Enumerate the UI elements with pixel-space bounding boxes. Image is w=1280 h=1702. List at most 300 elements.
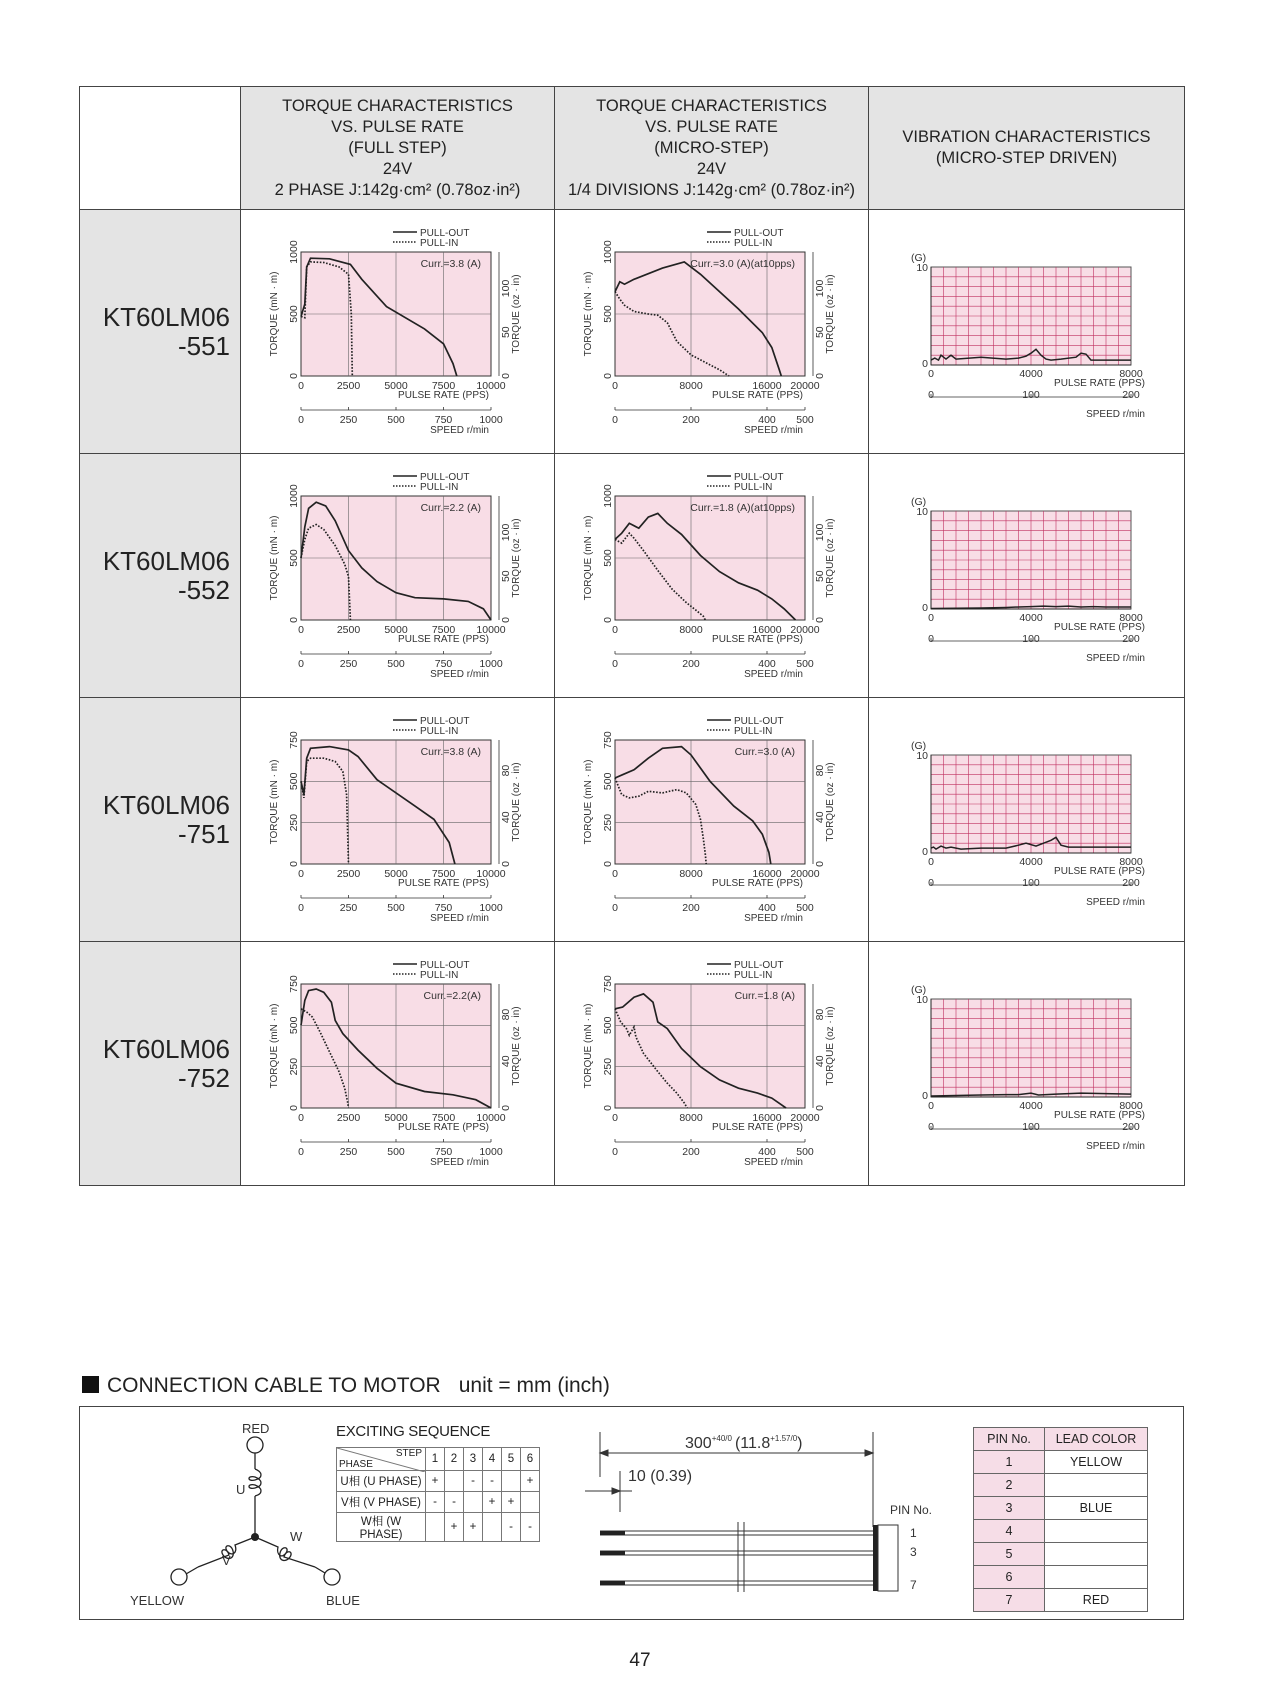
- header-line: TORQUE CHARACTERISTICS: [282, 96, 513, 115]
- speed-tick-label: 200: [682, 414, 700, 426]
- phase-value: +: [521, 1471, 540, 1492]
- x-tick-label: 0: [612, 868, 618, 880]
- speed-tick-label: 200: [682, 902, 700, 914]
- vib-x-axis-title: PULSE RATE (PPS): [1054, 622, 1145, 633]
- header-line: (FULL STEP): [348, 138, 447, 157]
- vib-speed-tick-label: 0: [928, 389, 934, 401]
- legend-pull-out: PULL-OUT: [734, 228, 784, 239]
- pin-mark: 1: [910, 1526, 917, 1540]
- y-tick-label: 1000: [602, 484, 614, 508]
- speed-tick-label: 500: [796, 1146, 814, 1158]
- legend-pull-in: PULL-IN: [734, 726, 773, 737]
- y-tick-label: 0: [602, 861, 614, 867]
- step-phase-header: [337, 1448, 426, 1471]
- header-line: (MICRO-STEP): [654, 138, 769, 157]
- legend-pull-in: PULL-IN: [734, 482, 773, 493]
- oz-tick-label: 50: [814, 570, 826, 583]
- x-tick-label: 20000: [790, 380, 820, 392]
- oz-tick-label: 50: [500, 326, 512, 339]
- phase-value: +: [464, 1513, 483, 1542]
- vib-x-tick-label: 0: [928, 368, 934, 380]
- oz-tick-label: 100: [500, 279, 512, 298]
- full-step-chart-cell: [241, 942, 555, 1186]
- oz-tick-label: 50: [814, 326, 826, 339]
- phase-value: [521, 1492, 540, 1513]
- oz-tick-label: 0: [500, 1105, 512, 1111]
- pin-row: [974, 1520, 1148, 1543]
- phase-value: -: [464, 1471, 483, 1492]
- speed-tick-label: 750: [434, 658, 453, 670]
- header-micro-step: [555, 87, 869, 210]
- speed-tick-label: 500: [796, 414, 814, 426]
- x-tick-label: 10000: [476, 868, 506, 880]
- x-tick-label: 5000: [384, 624, 408, 636]
- oz-tick-label: 0: [500, 373, 512, 379]
- x-axis-title: PULSE RATE (PPS): [398, 878, 489, 889]
- y-tick-label: 500: [288, 549, 300, 567]
- oz-tick-label: 100: [814, 523, 826, 542]
- oz-tick-label: 0: [814, 373, 826, 379]
- step-header: 1: [426, 1448, 445, 1471]
- vib-unit-label: (G): [911, 984, 927, 996]
- x-tick-label: 0: [612, 380, 618, 392]
- micro-step-chart-cell: [555, 942, 869, 1186]
- y-tick-label: 250: [602, 813, 614, 832]
- y-tick-label: 500: [288, 772, 300, 791]
- current-label: Curr.=3.8 (A): [420, 258, 481, 270]
- vib-unit-label: (G): [911, 252, 927, 264]
- y-tick-label: 750: [288, 731, 300, 749]
- wire-tip: [600, 1551, 625, 1555]
- exciting-sequence-title: EXCITING SEQUENCE: [336, 1423, 491, 1440]
- y-tick-label: 750: [288, 975, 300, 993]
- torque-chart-full-step: [241, 454, 554, 697]
- oz-axis-title: TORQUE (oz · in): [511, 274, 522, 354]
- wire-tip: [600, 1531, 625, 1535]
- header-line: 2 PHASE J:142g·cm² (0.78oz·in²): [274, 180, 521, 199]
- phase-value: -: [521, 1513, 540, 1542]
- vib-x-tick-label: 8000: [1119, 368, 1143, 380]
- pin-number: 7: [974, 1589, 1045, 1612]
- pin-number: 2: [974, 1474, 1045, 1497]
- phase-row: [337, 1513, 540, 1542]
- vibration-chart-cell: [869, 698, 1185, 942]
- speed-tick-label: 500: [387, 902, 405, 914]
- phase-value: -: [483, 1471, 502, 1492]
- x-axis-title: PULSE RATE (PPS): [712, 878, 803, 889]
- model-line: KT60LM06: [102, 545, 230, 576]
- model-line: KT60LM06: [102, 301, 230, 332]
- length-main: $300^{+40/0}$ $(11.8^{+1.57/0})$: [685, 1434, 803, 1452]
- connector-body: [878, 1525, 898, 1591]
- lead-color-header: LEAD COLOR: [1045, 1428, 1148, 1451]
- x-tick-label: 16000: [752, 868, 782, 880]
- vib-speed-tick-label: 100: [1022, 877, 1040, 889]
- x-axis-title: PULSE RATE (PPS): [712, 634, 803, 645]
- oz-axis-title: TORQUE (oz · in): [511, 1006, 522, 1086]
- micro-step-chart-cell: [555, 698, 869, 942]
- torque-chart-micro-step: [555, 210, 868, 453]
- x-tick-label: 20000: [790, 1112, 820, 1124]
- u-coil-icon: [249, 1469, 261, 1496]
- header-line: (MICRO-STEP DRIVEN): [935, 149, 1118, 167]
- torque-chart-full-step: [241, 942, 554, 1185]
- x-axis-title: PULSE RATE (PPS): [712, 1122, 803, 1133]
- current-label: Curr.=2.2 (A): [420, 502, 481, 514]
- micro-step-chart-cell: [555, 454, 869, 698]
- legend-pull-in: PULL-IN: [420, 970, 459, 981]
- exciting-sequence-table: [336, 1447, 540, 1542]
- current-label: Curr.=3.0 (A)(at10pps): [690, 258, 795, 270]
- phase-value: -: [445, 1492, 464, 1513]
- vib-speed-tick-label: 200: [1122, 1121, 1140, 1133]
- y-tick-label: 500: [288, 305, 300, 323]
- x-tick-label: 5000: [384, 1112, 408, 1124]
- oz-tick-label: 80: [814, 1008, 826, 1021]
- model-line: -752: [177, 1062, 230, 1093]
- vib-speed-tick-label: 0: [928, 1121, 934, 1133]
- phase-name: W相 (W PHASE): [337, 1513, 426, 1542]
- vib-speed-tick-label: 100: [1022, 1121, 1040, 1133]
- vib-y-tick-label: 0: [922, 1090, 928, 1102]
- lead-color: RED: [1045, 1589, 1148, 1612]
- speed-tick-label: 200: [682, 1146, 700, 1158]
- x-tick-label: 8000: [679, 380, 703, 392]
- vib-y-tick-label: 10: [916, 750, 928, 762]
- torque-chart-micro-step: [555, 454, 868, 697]
- u-label: U: [236, 1482, 246, 1497]
- pin-row: [974, 1497, 1148, 1520]
- oz-axis-title: TORQUE (oz · in): [825, 1006, 836, 1086]
- w-label: W: [290, 1529, 303, 1544]
- header-full-step: [241, 87, 555, 210]
- model-line: -551: [177, 330, 230, 361]
- current-label: Curr.=3.0 (A): [734, 746, 795, 758]
- speed-tick-label: 500: [387, 658, 405, 670]
- vib-speed-axis-title: SPEED r/min: [1086, 409, 1145, 420]
- pin-row: [974, 1543, 1148, 1566]
- header-line: 1/4 DIVISIONS J:142g·cm² (0.78oz·in²): [567, 180, 855, 199]
- torque-chart-micro-step: [555, 698, 868, 941]
- vibration-chart: [869, 210, 1184, 453]
- red-terminal-icon: [247, 1437, 263, 1453]
- y-axis-title: TORQUE (mN · m): [583, 759, 594, 845]
- oz-tick-label: 0: [814, 617, 826, 623]
- phase-value: [483, 1513, 502, 1542]
- torque-chart-full-step: [241, 698, 554, 941]
- header-vibration: [869, 87, 1185, 210]
- x-tick-label: 0: [612, 624, 618, 636]
- speed-tick-label: 500: [387, 1146, 405, 1158]
- speed-axis-title: SPEED r/min: [430, 913, 489, 924]
- y-tick-label: 0: [288, 373, 300, 379]
- oz-tick-label: 0: [500, 861, 512, 867]
- phase-row: [337, 1492, 540, 1513]
- legend-pull-in: PULL-IN: [734, 970, 773, 981]
- header-line: VS. PULSE RATE: [331, 117, 464, 136]
- phase-value: -: [426, 1492, 445, 1513]
- vib-x-tick-label: 8000: [1119, 1100, 1143, 1112]
- connection-diagram-box: [79, 1406, 1184, 1620]
- vib-speed-tick-label: 200: [1122, 389, 1140, 401]
- x-tick-label: 16000: [752, 380, 782, 392]
- speed-tick-label: 0: [612, 414, 618, 426]
- motor-winding-schematic: [171, 1437, 340, 1585]
- y-tick-label: 750: [602, 731, 614, 749]
- oz-tick-label: 100: [814, 279, 826, 298]
- y-tick-label: 500: [288, 1016, 300, 1035]
- speed-axis-title: SPEED r/min: [430, 425, 489, 436]
- vibration-chart-cell: [869, 942, 1185, 1186]
- vib-speed-tick-label: 200: [1122, 877, 1140, 889]
- model-name: [80, 698, 241, 942]
- vib-unit-label: (G): [911, 496, 927, 508]
- x-tick-label: 0: [612, 1112, 618, 1124]
- blue-terminal-icon: [324, 1569, 340, 1585]
- speed-tick-label: 1000: [479, 414, 503, 426]
- torque-chart-full-step: [241, 210, 554, 453]
- y-tick-label: 500: [602, 549, 614, 567]
- vib-y-tick-label: 0: [922, 846, 928, 858]
- phase-value: +: [426, 1471, 445, 1492]
- vibration-chart-cell: [869, 454, 1185, 698]
- vibration-chart: [869, 698, 1184, 941]
- oz-tick-label: 40: [814, 1055, 826, 1068]
- x-tick-label: 5000: [384, 868, 408, 880]
- characteristics-table: [79, 86, 1185, 1186]
- oz-tick-label: 100: [500, 523, 512, 542]
- full-step-chart-cell: [241, 210, 555, 454]
- phase-row: [337, 1471, 540, 1492]
- vib-speed-axis-title: SPEED r/min: [1086, 653, 1145, 664]
- pin-row: [974, 1589, 1148, 1612]
- phase-name: U相 (U PHASE): [337, 1471, 426, 1492]
- speed-axis-title: SPEED r/min: [744, 669, 803, 680]
- vib-x-tick-label: 8000: [1119, 612, 1143, 624]
- phase-name: V相 (V PHASE): [337, 1492, 426, 1513]
- y-tick-label: 0: [288, 617, 300, 623]
- connector-housing: [873, 1525, 878, 1591]
- x-tick-label: 0: [298, 868, 304, 880]
- vib-speed-tick-label: 100: [1022, 633, 1040, 645]
- step-label: STEP: [395, 1448, 422, 1459]
- y-tick-label: 0: [288, 1105, 300, 1111]
- model-line: KT60LM06: [102, 1033, 230, 1064]
- x-axis-title: PULSE RATE (PPS): [398, 1122, 489, 1133]
- y-tick-label: 0: [602, 373, 614, 379]
- x-tick-label: 10000: [476, 624, 506, 636]
- x-tick-label: 8000: [679, 624, 703, 636]
- speed-tick-label: 750: [434, 1146, 453, 1158]
- vib-speed-tick-label: 200: [1122, 633, 1140, 645]
- wire-tip: [600, 1581, 625, 1585]
- legend-pull-in: PULL-IN: [734, 238, 773, 249]
- pin-no-header: PIN No.: [974, 1428, 1045, 1451]
- speed-tick-label: 0: [298, 658, 304, 670]
- speed-tick-label: 0: [612, 1146, 618, 1158]
- y-axis-title: TORQUE (mN · m): [583, 271, 594, 357]
- step-header: 3: [464, 1448, 483, 1471]
- phase-value: +: [445, 1513, 464, 1542]
- step-header: 4: [483, 1448, 502, 1471]
- cable-drawing: [585, 1432, 873, 1592]
- pin-number: 5: [974, 1543, 1045, 1566]
- legend-pull-out: PULL-OUT: [734, 472, 784, 483]
- vib-x-tick-label: 4000: [1019, 368, 1043, 380]
- vib-speed-axis-title: SPEED r/min: [1086, 1141, 1145, 1152]
- header-row: [80, 87, 1185, 210]
- y-tick-label: 500: [602, 305, 614, 323]
- y-tick-label: 500: [602, 772, 614, 791]
- current-label: Curr.=1.8 (A)(at10pps): [690, 502, 795, 514]
- y-tick-label: 1000: [602, 240, 614, 264]
- model-line: -552: [177, 574, 230, 605]
- vib-x-axis-title: PULSE RATE (PPS): [1054, 1110, 1145, 1121]
- x-axis-title: PULSE RATE (PPS): [398, 390, 489, 401]
- speed-tick-label: 500: [796, 902, 814, 914]
- connection-title-text: CONNECTION CABLE TO MOTOR: [107, 1374, 441, 1397]
- page-number: 47: [629, 1650, 651, 1671]
- x-tick-label: 2500: [336, 624, 361, 636]
- x-tick-label: 8000: [679, 868, 703, 880]
- vib-speed-tick-label: 100: [1022, 389, 1040, 401]
- vib-y-tick-label: 10: [916, 506, 928, 518]
- lead-color: [1045, 1474, 1148, 1497]
- speed-tick-label: 400: [758, 902, 776, 914]
- vib-speed-tick-label: 0: [928, 877, 934, 889]
- phase-value: [464, 1492, 483, 1513]
- oz-tick-label: 40: [500, 811, 512, 824]
- phase-value: -: [502, 1513, 521, 1542]
- connection-section-title: [82, 1373, 610, 1399]
- current-label: Curr.=1.8 (A): [734, 990, 795, 1002]
- lead-color: [1045, 1520, 1148, 1543]
- vibration-chart-cell: [869, 210, 1185, 454]
- model-line: -751: [177, 818, 230, 849]
- vib-unit-label: (G): [911, 740, 927, 752]
- legend-pull-out: PULL-OUT: [420, 228, 470, 239]
- x-tick-label: 0: [298, 1112, 304, 1124]
- corner-cell: [80, 87, 241, 210]
- lead-color: BLUE: [1045, 1497, 1148, 1520]
- pin-lead-color-table: [973, 1427, 1148, 1612]
- x-axis-title: PULSE RATE (PPS): [712, 390, 803, 401]
- pin-no-label: PIN No.: [890, 1503, 933, 1517]
- vib-speed-tick-label: 0: [928, 633, 934, 645]
- oz-tick-label: 0: [500, 617, 512, 623]
- speed-tick-label: 400: [758, 1146, 776, 1158]
- x-tick-label: 20000: [790, 624, 820, 636]
- x-tick-label: 0: [298, 380, 304, 392]
- speed-tick-label: 200: [682, 658, 700, 670]
- legend-pull-in: PULL-IN: [420, 482, 459, 493]
- phase-value: [445, 1471, 464, 1492]
- y-tick-label: 250: [288, 1057, 300, 1076]
- x-tick-label: 10000: [476, 380, 506, 392]
- speed-tick-label: 0: [612, 658, 618, 670]
- model-line: KT60LM06: [102, 789, 230, 820]
- model-row: [80, 210, 1185, 454]
- header-line: 24V: [696, 159, 727, 178]
- vib-x-axis-title: PULSE RATE (PPS): [1054, 866, 1145, 877]
- y-tick-label: 0: [288, 861, 300, 867]
- step-header: 5: [502, 1448, 521, 1471]
- oz-tick-label: 80: [500, 1008, 512, 1021]
- oz-tick-label: 80: [814, 764, 826, 777]
- speed-tick-label: 500: [387, 414, 405, 426]
- x-tick-label: 7500: [431, 868, 456, 880]
- y-tick-label: 250: [288, 813, 300, 832]
- phase-value: [502, 1471, 521, 1492]
- y-tick-label: 500: [602, 1016, 614, 1035]
- x-tick-label: 16000: [752, 624, 782, 636]
- micro-step-chart-cell: [555, 210, 869, 454]
- legend-pull-out: PULL-OUT: [734, 960, 784, 971]
- oz-axis-title: TORQUE (oz · in): [825, 274, 836, 354]
- y-tick-label: 1000: [288, 240, 300, 264]
- vib-speed-axis-title: SPEED r/min: [1086, 897, 1145, 908]
- speed-tick-label: 250: [339, 902, 358, 914]
- legend-pull-out: PULL-OUT: [420, 472, 470, 483]
- yellow-label: YELLOW: [130, 1593, 185, 1608]
- model-name: [80, 210, 241, 454]
- model-row: [80, 454, 1185, 698]
- oz-tick-label: 0: [814, 1105, 826, 1111]
- pin-row: [974, 1451, 1148, 1474]
- plot-area: [615, 984, 805, 1108]
- step-header: 2: [445, 1448, 464, 1471]
- header-line: VS. PULSE RATE: [645, 117, 778, 136]
- speed-tick-label: 1000: [479, 1146, 503, 1158]
- y-axis-title: TORQUE (mN · m): [269, 515, 280, 601]
- model-row: [80, 698, 1185, 942]
- pin-number: 6: [974, 1566, 1045, 1589]
- y-tick-label: 0: [602, 1105, 614, 1111]
- phase-label: PHASE: [339, 1459, 373, 1470]
- x-tick-label: 0: [298, 624, 304, 636]
- speed-tick-label: 500: [796, 658, 814, 670]
- pin-row: [974, 1474, 1148, 1497]
- y-tick-label: 0: [602, 617, 614, 623]
- speed-axis-title: SPEED r/min: [744, 913, 803, 924]
- model-row: [80, 942, 1185, 1186]
- y-axis-title: TORQUE (mN · m): [269, 1003, 280, 1089]
- oz-axis-title: TORQUE (oz · in): [511, 518, 522, 598]
- speed-tick-label: 250: [339, 658, 358, 670]
- y-axis-title: TORQUE (mN · m): [583, 515, 594, 601]
- lead-color: [1045, 1566, 1148, 1589]
- x-tick-label: 5000: [384, 380, 408, 392]
- speed-axis-title: SPEED r/min: [430, 669, 489, 680]
- y-axis-title: TORQUE (mN · m): [269, 759, 280, 845]
- y-axis-title: TORQUE (mN · m): [583, 1003, 594, 1089]
- phase-value: +: [502, 1492, 521, 1513]
- x-tick-label: 20000: [790, 868, 820, 880]
- speed-tick-label: 0: [298, 1146, 304, 1158]
- speed-tick-label: 0: [298, 902, 304, 914]
- header-line: VIBRATION CHARACTERISTICS: [902, 128, 1151, 146]
- vib-x-tick-label: 4000: [1019, 612, 1043, 624]
- vib-x-tick-label: 0: [928, 856, 934, 868]
- vibration-chart: [869, 454, 1184, 697]
- speed-tick-label: 400: [758, 658, 776, 670]
- x-tick-label: 7500: [431, 1112, 456, 1124]
- legend-pull-out: PULL-OUT: [420, 960, 470, 971]
- vib-x-tick-label: 0: [928, 612, 934, 624]
- x-axis-title: PULSE RATE (PPS): [398, 634, 489, 645]
- pin-mark: 3: [910, 1545, 917, 1559]
- y-axis-title: TORQUE (mN · m): [269, 271, 280, 357]
